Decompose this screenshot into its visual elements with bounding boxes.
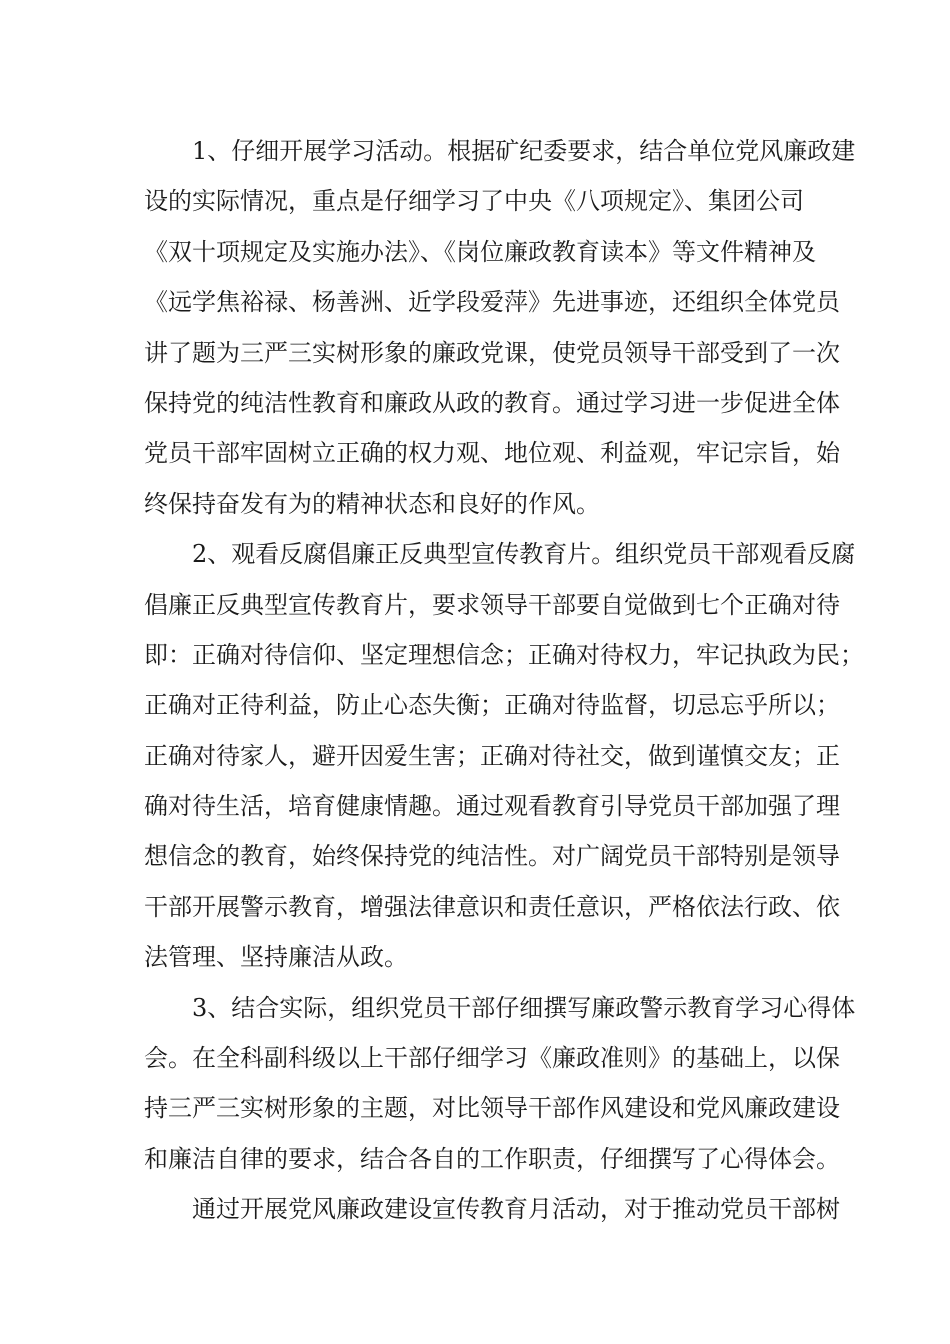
text-line: 正确对正待利益，防止心态失衡；正确对待监督，切忌忘乎所以； [144, 691, 840, 720]
text-line: 1、仔细开展学习活动。根据矿纪委要求，结合单位党风廉政建 [144, 137, 856, 165]
text-line: 和廉洁自律的要求，结合各自的工作职责，仔细撰写了心得体会。 [144, 1144, 840, 1173]
text-line: 通过开展党风廉政建设宣传教育月活动，对于推动党员干部树 [144, 1195, 840, 1224]
text-line: 会。在全科副科级以上干部仔细学习《廉政准则》的基础上，以保 [144, 1044, 840, 1073]
text-line: 想信念的教育，始终保持党的纯洁性。对广阔党员干部特别是领导 [144, 842, 840, 871]
text-line: 确对待生活，培育健康情趣。通过观看教育引导党员干部加强了理 [144, 792, 840, 821]
text-line: 持三严三实树形象的主题，对比领导干部作风建设和党风廉政建设 [144, 1094, 840, 1123]
text-line: 《双十项规定及实施办法》、《岗位廉政教育读本》等文件精神及 [144, 237, 816, 266]
text-line: 即：正确对待信仰、坚定理想信念；正确对待权力，牢记执政为民； [144, 640, 864, 669]
text-line: 法管理、坚持廉洁从政。 [144, 943, 408, 972]
text-line: 终保持奋发有为的精神状态和良好的作风。 [144, 489, 600, 518]
text-line: 干部开展警示教育，增强法律意识和责任意识，严格依法行政、依 [144, 892, 840, 921]
text-line: 3、结合实际，组织党员干部仔细撰写廉政警示教育学习心得体 [144, 993, 856, 1022]
text-line: 讲了题为三严三实树形象的廉政党课，使党员领导干部受到了一次 [144, 338, 840, 367]
text-line: 保持党的纯洁性教育和廉政从政的教育。通过学习进一步促进全体 [144, 388, 840, 417]
body-text [144, 126, 864, 1235]
text-line: 设的实际情况，重点是仔细学习了中央《八项规定》、集团公司 [144, 187, 804, 216]
text-line: 正确对待家人，避开因爱生害；正确对待社交，做到谨慎交友；正 [144, 741, 840, 770]
text-line: 2、观看反腐倡廉正反典型宣传教育片。组织党员干部观看反腐 [144, 540, 856, 569]
text-line: 《远学焦裕禄、杨善洲、近学段爱萍》先进事迹，还组织全体党员 [144, 288, 840, 317]
text-line: 党员干部牢固树立正确的权力观、地位观、利益观，牢记宗旨，始 [144, 439, 840, 468]
text-line: 倡廉正反典型宣传教育片，要求领导干部要自觉做到七个正确对待 [144, 590, 840, 619]
